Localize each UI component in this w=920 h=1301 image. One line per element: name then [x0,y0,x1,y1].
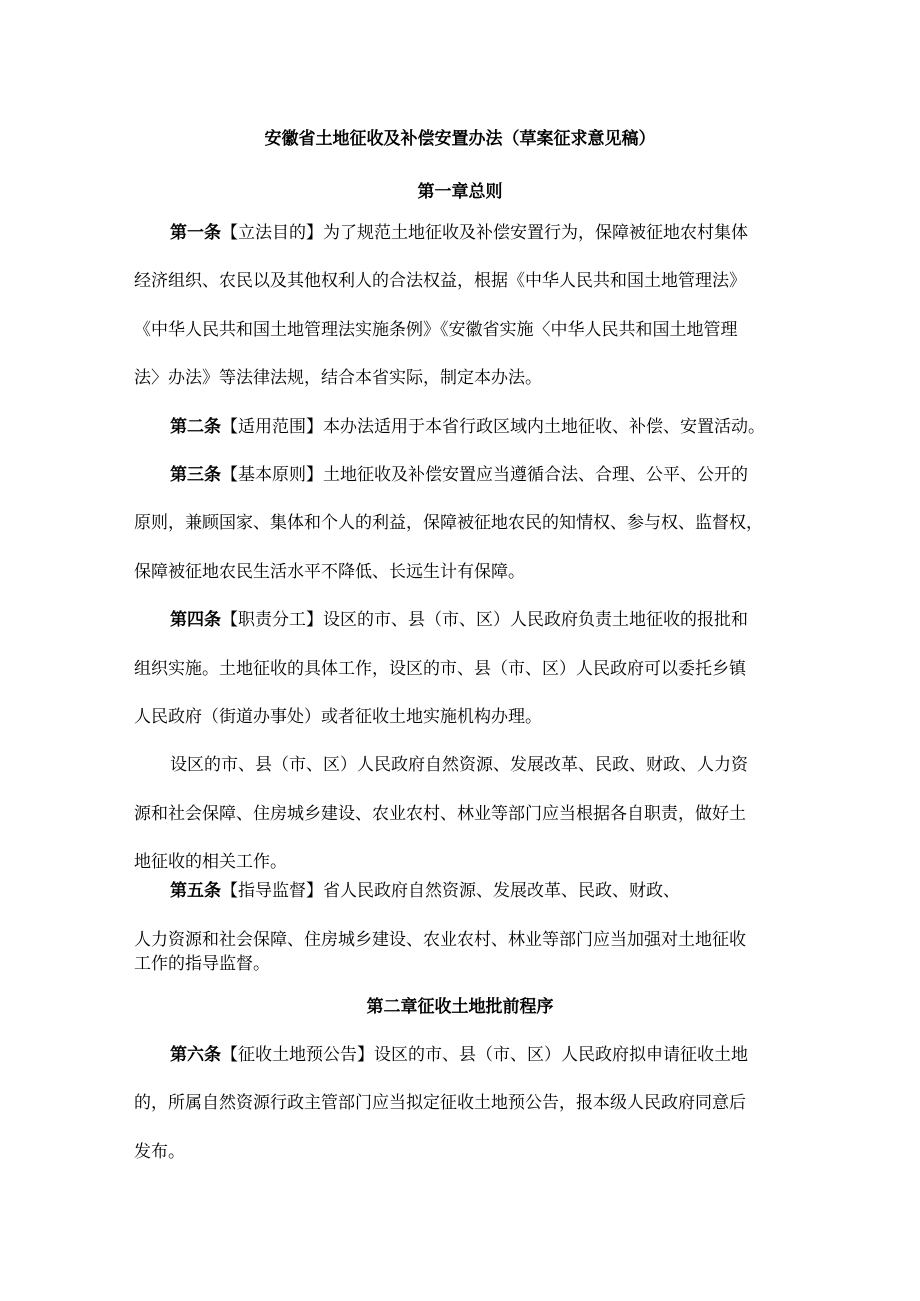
article-number: 第三条 [170,465,221,485]
article-3-line-3: 保障被征地农民生活水平不降低、长远生计有保障。 [134,562,525,582]
article-number: 第四条 [170,610,221,630]
article-5-line-2: 人力资源和社会保障、住房城乡建设、农业农村、林业等部门应当加强对土地征收 [134,930,746,950]
article-6-line-3: 发布。 [134,1142,185,1162]
article-5-line-3: 工作的指导监督。 [134,954,270,974]
article-number: 第一条 [170,223,221,243]
article-3-line-1 [170,463,748,487]
article-1-line-1 [170,221,748,245]
article-text: 省人民政府自然资源、发展改革、民政、财政、 [323,881,680,901]
article-4-line-1 [170,608,748,632]
article-number: 第二条 [170,417,221,437]
article-tag: 【职责分工】 [221,610,323,630]
article-text: 为了规范土地征收及补偿安置行为，保障被征地农村集体 [323,223,748,243]
article-3-line-2: 原则，兼顾国家、集体和个人的利益，保障被征地农民的知情权、参与权、监督权， [134,513,763,533]
article-tag: 【指导监督】 [221,881,323,901]
article-text: 土地征收及补偿安置应当遵循合法、合理、公平、公开的 [323,465,748,485]
article-tag: 【适用范围】 [221,417,323,437]
chapter-heading: 第一章总则 [417,182,503,202]
article-6-line-2: 的，所属自然资源行政主管部门应当拟定征收土地预公告，报本级人民政府同意后 [134,1093,746,1113]
article-text: 设区的市、县（市、区）人民政府负责土地征收的报批和 [323,610,748,630]
article-tag: 【基本原则】 [221,465,323,485]
article-text: 本办法适用于本省行政区域内土地征收、补偿、安置活动。 [323,417,765,437]
article-1-line-3: 《中华人民共和国土地管理法实施条例》《安徽省实施〈中华人民共和国土地管理 [134,320,738,340]
chapter-heading: 第二章征收土地批前程序 [366,997,554,1017]
article-4-line-3: 人民政府（街道办事处）或者征收土地实施机构办理。 [134,707,542,727]
article-2-line-1 [170,415,765,439]
article-4-line-2: 组织实施。土地征收的具体工作，设区的市、县（市、区）人民政府可以委托乡镇 [134,659,746,679]
paragraph-line-2: 源和社会保障、住房城乡建设、农业农村、林业等部门应当根据各自职责，做好土 [134,804,746,824]
article-6-line-1 [170,1043,748,1067]
article-1-line-2: 经济组织、农民以及其他权利人的合法权益，根据《中华人民共和国土地管理法》 [134,271,746,291]
paragraph-line-1: 设区的市、县（市、区）人民政府自然资源、发展改革、民政、财政、人力资 [170,755,748,775]
article-number: 第五条 [170,881,221,901]
article-1-line-4: 法〉办法》等法律法规，结合本省实际，制定本办法。 [134,368,542,388]
document-title: 安徽省土地征收及补偿安置办法（草案征求意见稿） [264,129,656,149]
article-tag: 【征收土地预公告】 [221,1045,374,1065]
article-tag: 【立法目的】 [221,223,323,243]
article-number: 第六条 [170,1045,221,1065]
paragraph-line-3: 地征收的相关工作。 [134,852,287,872]
article-5-line-1 [170,879,680,903]
article-text: 设区的市、县（市、区）人民政府拟申请征收土地 [374,1045,748,1065]
